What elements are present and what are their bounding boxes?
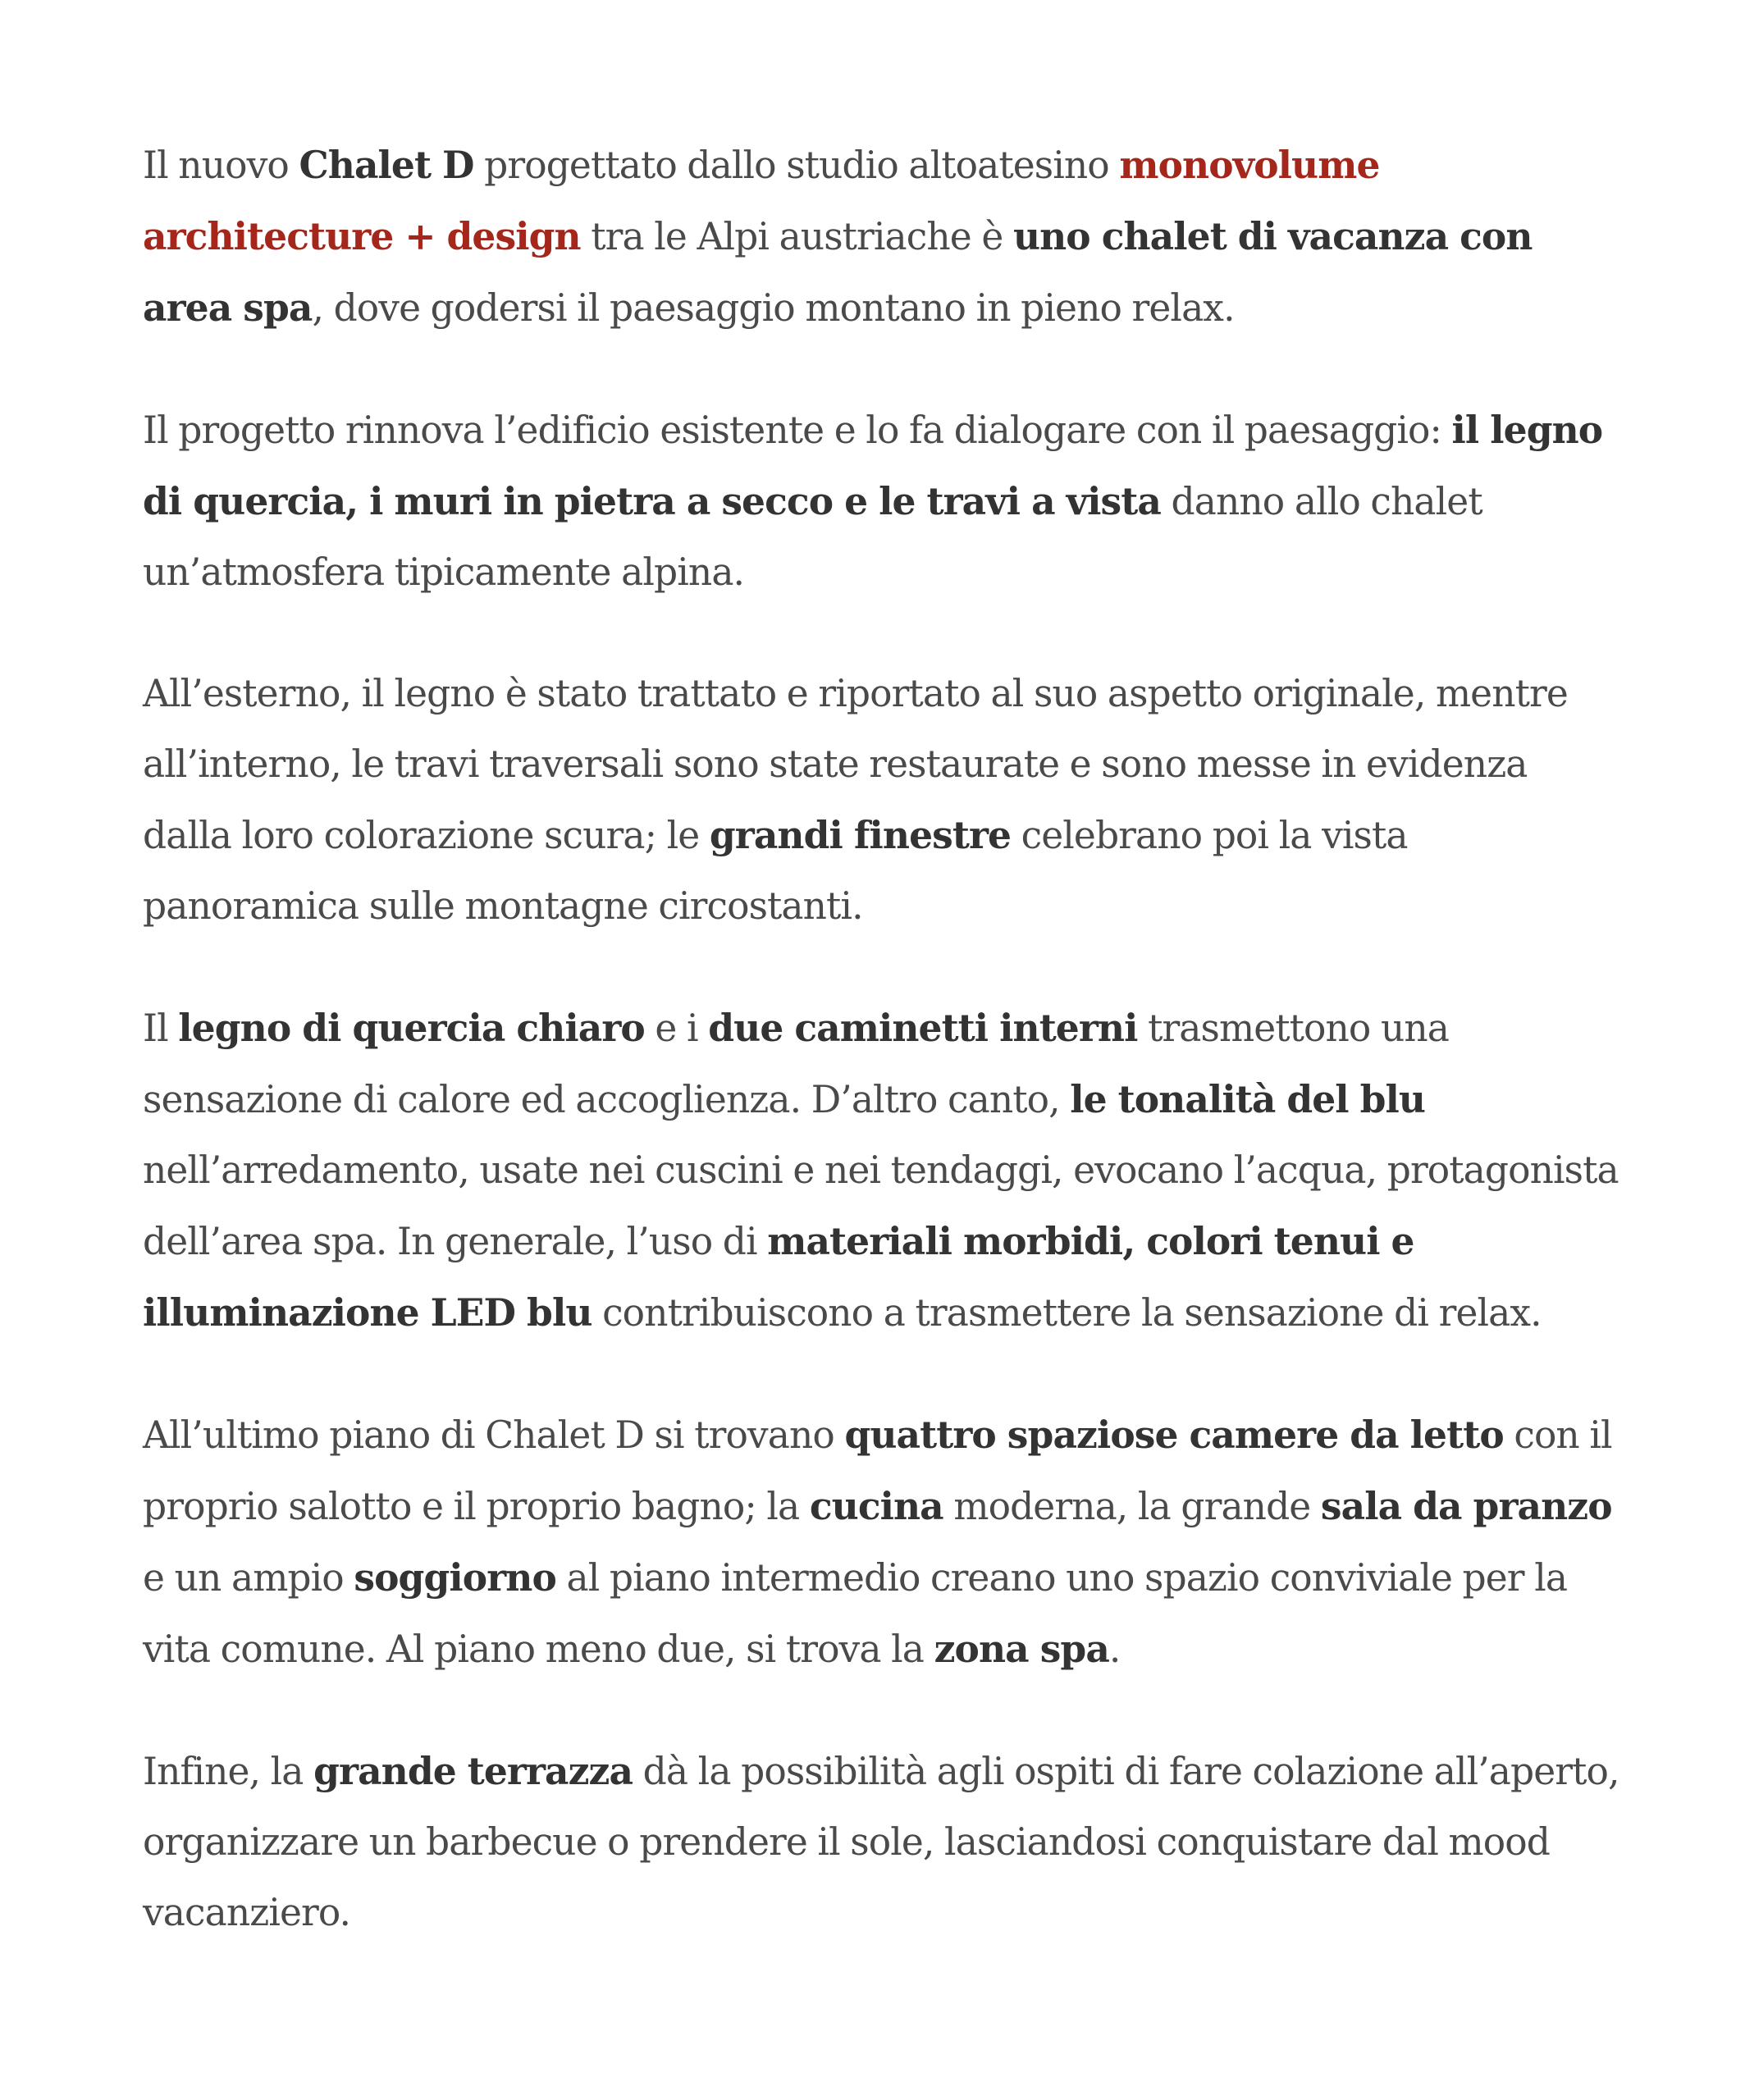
text-span: dà la possibilità agli ospiti di fare colazione all’aperto, organizzare un barbecue o prendere il sole, lasciandosi conquistare dal mood vacanziero. bbox=[143, 1750, 1619, 1934]
text-span: danno allo chalet un’atmosfera tipicamente alpina. bbox=[143, 480, 1482, 594]
text-span: moderna, la grande bbox=[943, 1485, 1321, 1528]
paragraph-6 bbox=[143, 1736, 1619, 1948]
text-span: al piano intermedio creano uno spazio conviviale per la vita comune. Al piano meno due, si trova la bbox=[143, 1556, 1568, 1671]
bold-text-spa-zone: zona spa bbox=[934, 1627, 1109, 1671]
text-span: . bbox=[1108, 1628, 1121, 1671]
text-span: e i bbox=[644, 1007, 709, 1050]
bold-text-oak: legno di quercia chiaro bbox=[178, 1006, 645, 1050]
bold-text-chalet-spa: uno chalet di vacanza con area spa bbox=[143, 214, 1533, 330]
text-span: nell’arredamento, usate nei cuscini e nei tendaggi, evocano l’acqua, protagonista dell’area spa. In generale, l’uso di bbox=[143, 1148, 1619, 1263]
paragraph-4 bbox=[143, 993, 1619, 1349]
text-span: Il bbox=[143, 1007, 179, 1050]
bold-text-terrace: grande terrazza bbox=[313, 1749, 633, 1793]
bold-text-materials: il legno di quercia, i muri in pietra a secco e le travi a vista bbox=[143, 408, 1603, 523]
text-span: celebrano poi la vista panoramica sulle montagne circostanti. bbox=[143, 814, 1408, 928]
paragraph-2 bbox=[143, 395, 1619, 608]
paragraph-5 bbox=[143, 1399, 1619, 1685]
bold-text-bedrooms: quattro spaziose camere da letto bbox=[844, 1413, 1504, 1457]
text-span: Il progetto rinnova l’edificio esistente e lo fa dialogare con il paesaggio: bbox=[143, 409, 1452, 452]
paragraph-1 bbox=[143, 130, 1619, 344]
article-body bbox=[143, 130, 1619, 1999]
text-span: Infine, la bbox=[143, 1750, 314, 1793]
bold-text-chalet-d: Chalet D bbox=[299, 143, 474, 187]
bold-text-dining-room: sala da pranzo bbox=[1320, 1484, 1612, 1528]
bold-text-blue-tones: le tonalità del blu bbox=[1070, 1077, 1426, 1121]
text-span: , dove godersi il paesaggio montano in pieno relax. bbox=[312, 286, 1235, 330]
text-span: Il nuovo bbox=[143, 144, 299, 187]
studio-link[interactable]: monovolume architecture + design bbox=[143, 143, 1380, 258]
text-span: tra le Alpi austriache è bbox=[580, 215, 1013, 258]
paragraph-3 bbox=[143, 659, 1619, 942]
text-span: All’esterno, il legno è stato trattato e riportato al suo aspetto originale, mentre all’interno, le travi traversali sono state restaurate e sono messe in evidenza dalla loro colorazione scura; le bbox=[143, 672, 1568, 857]
bold-text-soft-materials: materiali morbidi, colori tenui e illuminazione LED blu bbox=[143, 1219, 1414, 1335]
bold-text-living-room: soggiorno bbox=[354, 1555, 556, 1600]
text-span: All’ultimo piano di Chalet D si trovano bbox=[143, 1413, 845, 1457]
bold-text-windows: grandi finestre bbox=[709, 813, 1012, 857]
text-span: trasmettono una sensazione di calore ed accoglienza. D’altro canto, bbox=[143, 1007, 1450, 1121]
bold-text-kitchen: cucina bbox=[809, 1484, 943, 1528]
bold-text-fireplaces: due caminetti interni bbox=[708, 1006, 1138, 1050]
text-span: contribuiscono a trasmettere la sensazione di relax. bbox=[592, 1291, 1542, 1335]
text-span: con il proprio salotto e il proprio bagno; la bbox=[143, 1413, 1612, 1528]
text-span: e un ampio bbox=[143, 1556, 354, 1600]
text-span: progettato dallo studio altoatesino bbox=[473, 144, 1120, 187]
